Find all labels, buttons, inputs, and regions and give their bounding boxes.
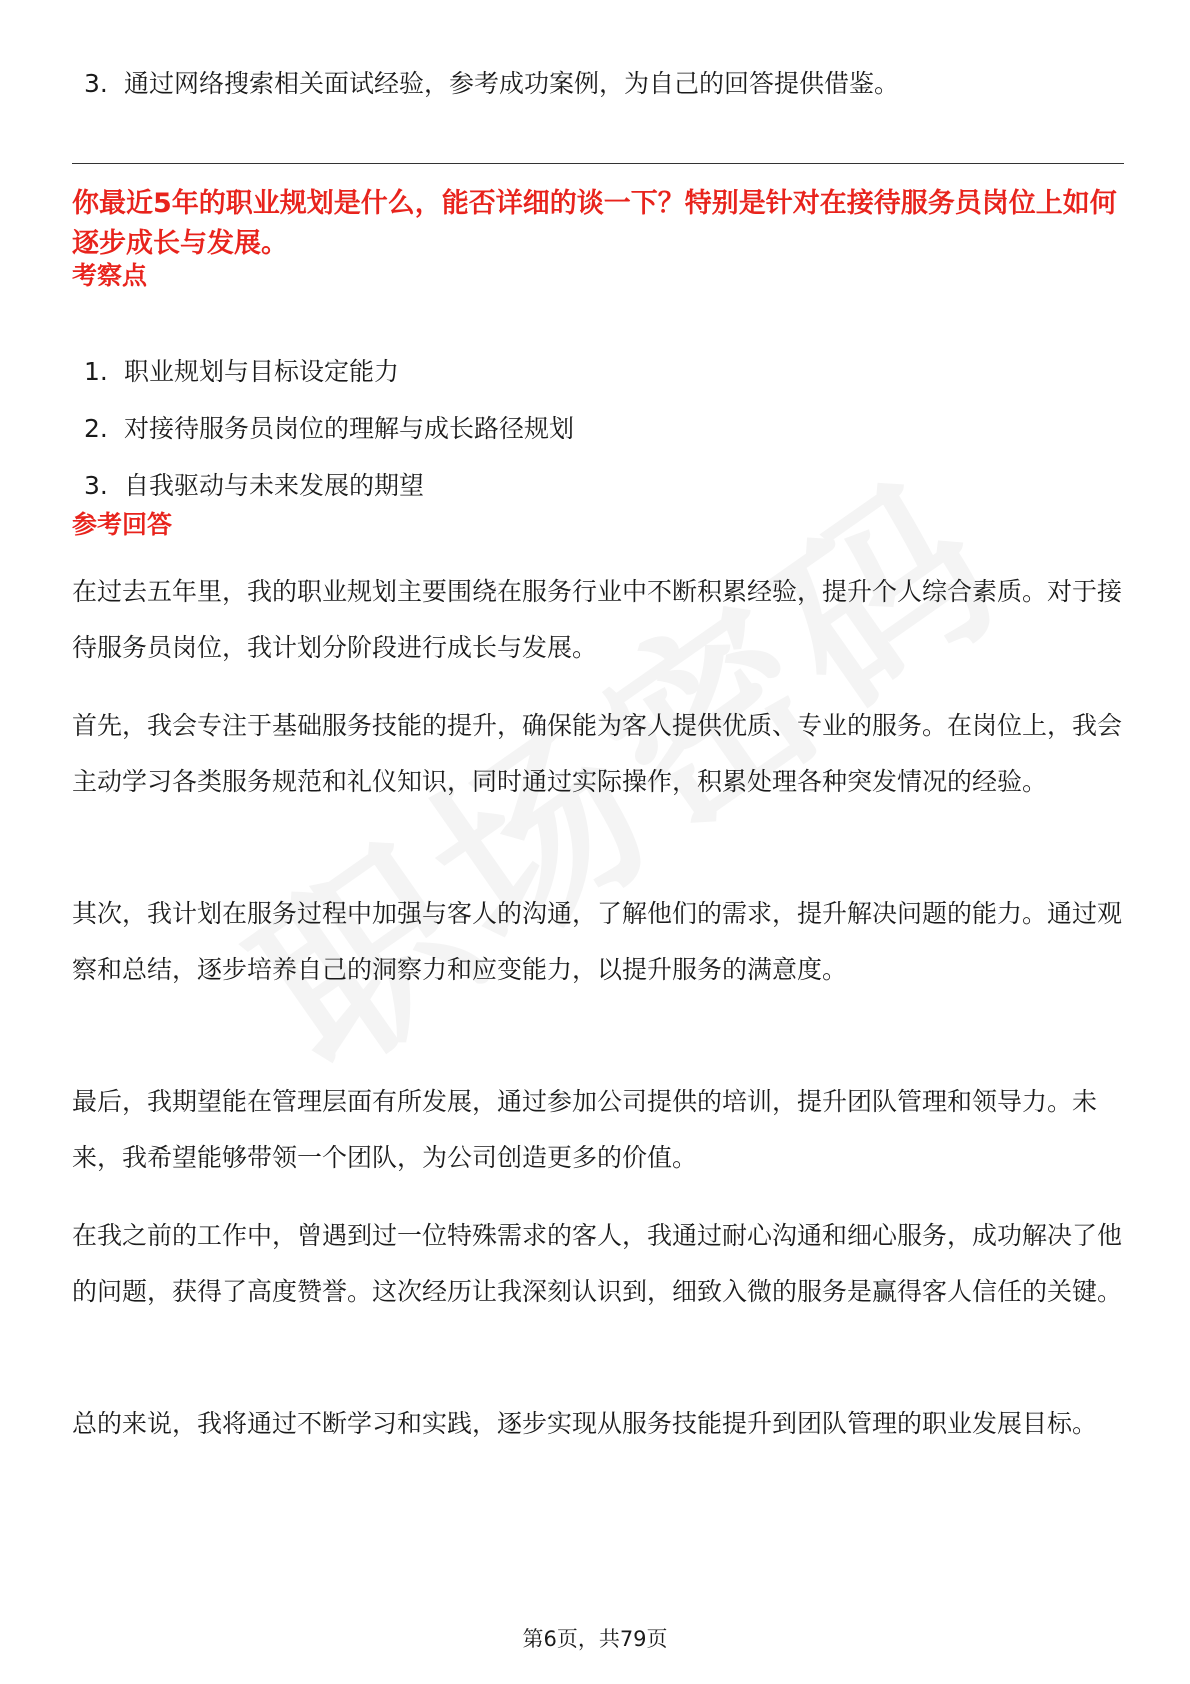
- answer-paragraph: 其次，我计划在服务过程中加强与客人的沟通，了解他们的需求，提升解决问题的能力。通过观察和总结，逐步培养自己的洞察力和应变能力，以提升服务的满意度。: [72, 899, 1123, 984]
- list-number: 3.: [84, 471, 108, 500]
- answer-paragraph: 首先，我会专注于基础服务技能的提升，确保能为客人提供优质、专业的服务。在岗位上，我会主动学习各类服务规范和礼仪知识，同时通过实际操作，积累处理各种突发情况的经验。: [72, 711, 1123, 796]
- list-number: 1.: [84, 357, 108, 386]
- divider: [72, 163, 1124, 164]
- list-text: 对接待服务员岗位的理解与成长路径规划: [124, 414, 575, 443]
- list-item: [72, 411, 574, 447]
- answer-paragraph: 最后，我期望能在管理层面有所发展，通过参加公司提供的培训，提升团队管理和领导力。未来，我希望能够带领一个团队，为公司创造更多的价值。: [72, 1087, 1098, 1172]
- previous-list: [72, 66, 899, 102]
- answer-paragraph: 总的来说，我将通过不断学习和实践，逐步实现从服务技能提升到团队管理的职业发展目标。: [72, 1409, 1098, 1438]
- list-text: 自我驱动与未来发展的期望: [124, 471, 425, 500]
- points-label: 考察点: [72, 261, 148, 290]
- list-number: 3.: [84, 69, 108, 98]
- list-text: 职业规划与目标设定能力: [124, 357, 400, 386]
- question-heading: 你最近5年的职业规划是什么，能否详细的谈一下？特别是针对在接待服务员岗位上如何逐步成长与发展。: [72, 188, 1117, 259]
- list-item: [72, 354, 574, 390]
- answer-paragraph: 在我之前的工作中，曾遇到过一位特殊需求的客人，我通过耐心沟通和细心服务，成功解决了他的问题，获得了高度赞誉。这次经历让我深刻认识到，细致入微的服务是赢得客人信任的关键。: [72, 1221, 1123, 1306]
- page-footer: 第6页，共79页: [522, 1627, 668, 1651]
- list-item: [72, 66, 899, 102]
- answer-label: 参考回答: [72, 510, 173, 539]
- list-text: 通过网络搜索相关面试经验，参考成功案例，为自己的回答提供借鉴。: [124, 69, 900, 98]
- points-list: [72, 354, 574, 525]
- answer-paragraph: 在过去五年里，我的职业规划主要围绕在服务行业中不断积累经验，提升个人综合素质。对于接待服务员岗位，我计划分阶段进行成长与发展。: [72, 577, 1123, 662]
- list-item: [72, 468, 574, 504]
- list-number: 2.: [84, 414, 108, 443]
